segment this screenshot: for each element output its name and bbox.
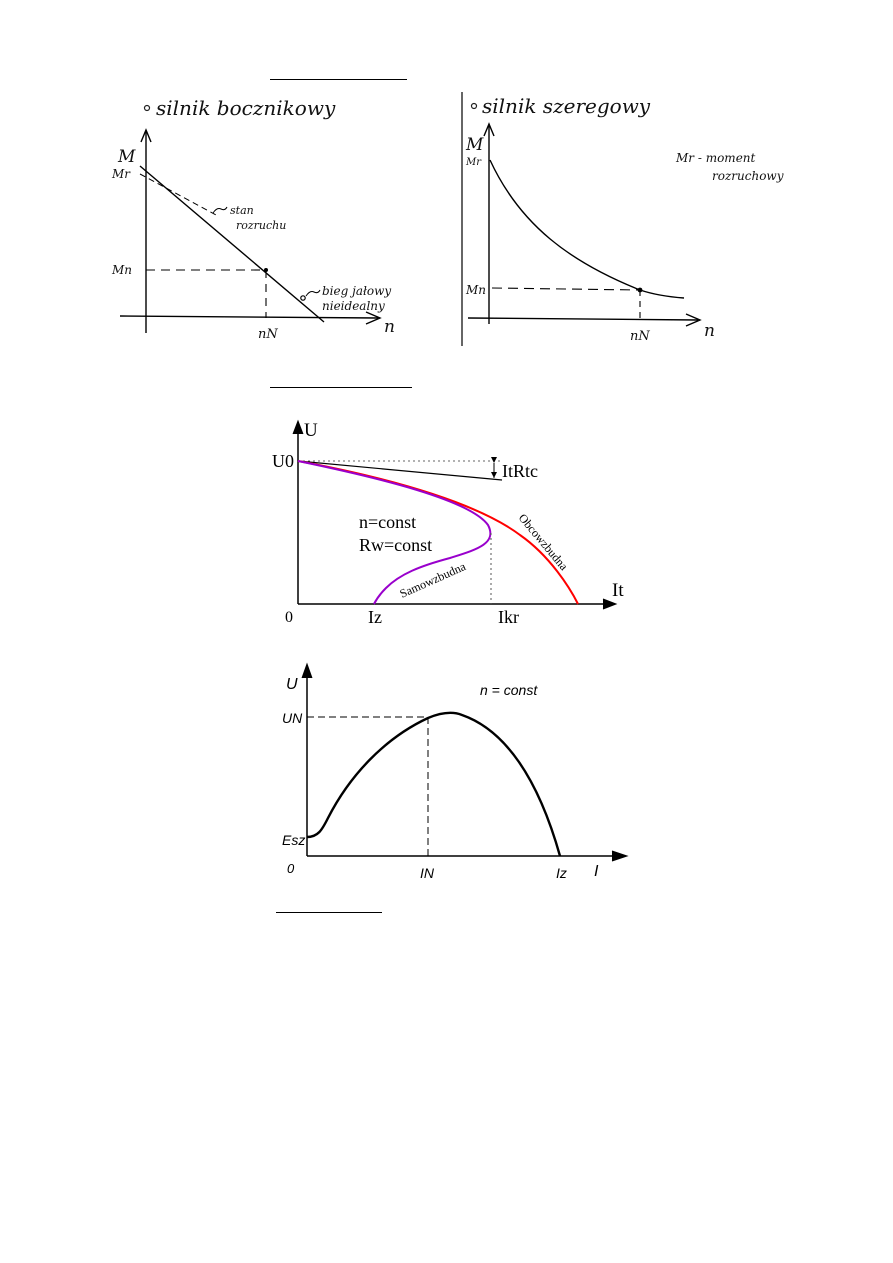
gen-ikr-label: Ikr (498, 607, 519, 627)
gen-y-arrow-icon (293, 421, 303, 434)
gen-u0-label: U0 (272, 451, 294, 471)
gen-label-samowzbudna: Samowzbudna (397, 559, 468, 601)
load-n-const: n = const (480, 682, 538, 698)
gen-y-label: U (304, 420, 318, 441)
shunt-note-stan-2: rozruchu (236, 219, 287, 232)
load-x-arrow-icon (612, 851, 627, 861)
gen-origin-label: 0 (285, 609, 293, 626)
shunt-tick-mn: Mn (112, 263, 133, 277)
gen-ir-drop-line (298, 461, 502, 480)
shunt-tick-mr: Mr (112, 167, 131, 181)
series-note-1: Mr - moment (676, 151, 756, 165)
series-motor-diagram (462, 92, 784, 346)
gen-itrtc-label: ItRtc (502, 461, 538, 481)
series-x-axis (468, 318, 698, 320)
series-tick-nn: nN (630, 329, 650, 344)
shunt-note-bieg-1: bieg jałowy (322, 284, 392, 298)
series-tick-mn: Mn (466, 283, 487, 297)
tilde-icon (306, 290, 320, 296)
load-iz-label: Iz (556, 865, 567, 881)
shunt-nominal-point (264, 268, 268, 272)
shunt-motor-diagram (111, 96, 395, 342)
shunt-y-label: M (118, 147, 136, 167)
shunt-x-axis (120, 316, 378, 318)
shunt-note-stan-1: stan (230, 204, 254, 217)
bullet-icon (145, 106, 150, 111)
generator-external-characteristic (272, 420, 624, 627)
load-y-arrow-icon (302, 664, 312, 678)
series-note-2: rozruchowy (712, 169, 784, 183)
gen-iz-label: Iz (368, 607, 382, 627)
series-nominal-point (638, 288, 643, 293)
gen-curve-samowzbudna (298, 461, 490, 604)
gen-rw-const: Rw=const (359, 535, 433, 555)
series-heading: silnik szeregowy (482, 94, 651, 118)
series-y-label: M (466, 135, 484, 155)
shunt-start-dash (140, 174, 218, 216)
shunt-heading: silnik bocznikowy (156, 96, 336, 120)
shunt-x-label: n (384, 317, 395, 337)
series-tick-mr: Mr (466, 157, 482, 168)
load-x-label: I (594, 863, 599, 880)
bullet-icon (472, 104, 477, 109)
load-characteristic-curve (307, 713, 560, 856)
load-origin-label: 0 (287, 861, 295, 876)
tilde-icon (213, 207, 227, 213)
gen-label-obcowzbudna: Obcowzbudna (515, 510, 571, 574)
gen-x-label: It (612, 580, 624, 601)
series-x-label: n (704, 321, 715, 341)
load-in-label: IN (420, 865, 434, 881)
load-esz-label: Esz (282, 832, 306, 848)
load-un-label: UN (282, 710, 303, 726)
gen-n-const: n=const (359, 512, 417, 532)
generator-load-characteristic (282, 664, 627, 881)
load-y-label: U (286, 676, 298, 693)
series-mn-dashed (492, 288, 640, 290)
shunt-idle-point (301, 296, 305, 300)
shunt-note-bieg-2: nieidealny (322, 299, 385, 313)
shunt-tick-nn: nN (258, 327, 278, 342)
series-characteristic-curve (490, 160, 684, 298)
